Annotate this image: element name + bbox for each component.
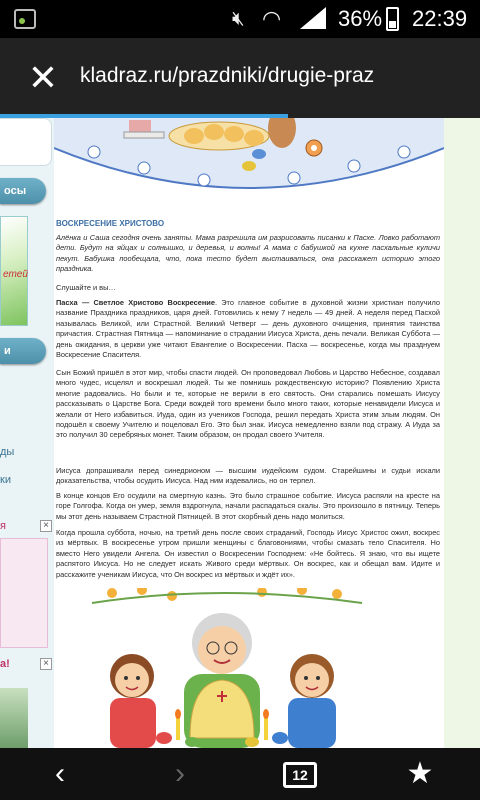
article-paragraph-1 [56, 298, 440, 362]
notification-icon [14, 9, 36, 29]
sidebar-image [0, 688, 28, 748]
bookmark-icon[interactable]: ★ [406, 757, 434, 790]
sidebar-badge: a! [0, 658, 10, 670]
article-paragraph-2: Сын Божий пришёл в этот мир, чтобы спасти людей. Он проповедовал Любовь и Царство Небесное, создавал много чудес, исцелял и воскрешал людей. Ты же помнишь рождественскую историю? Появлению Христа многие радовались. Но были и те, которые не верили в его святость. Они старались помешать Иисусу рассказывать о Царстве Бога. Среди вождей того времени было много таких, которые ненавидели Иисуса и желали от Него избавиться. Иуда, один из учеников Господа, решил передать Христа этим злым людям. Он подошёл к своему Учителю и поцеловал Его. Это был знак. Иисуса немедленно взяли под стражу. А Иуда за это получил 30 серебряных монет. Таким образом, он продал своего Учителя. [56, 368, 440, 440]
address-bar [0, 38, 480, 118]
left-sidebar [0, 118, 54, 748]
browser-nav-bar [0, 748, 480, 800]
clock: 22:39 [412, 6, 468, 31]
paragraph-1-body: . Это главное событие в духовной жизни христиан получило название Праздника праздников, царя дней. Готовились к нему 7 недель — 49 дней. А неделя перед Пасхой называлась Великой, или Страстной. Великий Четверг — день духовного очищения, принятия таинства причастия. Страстная Пятница — напоминание о страдании Иисуса Христа, день печали. Великая Суббота — день ожидания, в церкви уже читают Евангелие о Воскресении. Пасха — воскресенье, когда мы празднуем Воскресение Спасителя. [56, 298, 440, 360]
back-button[interactable]: ‹ [55, 757, 65, 790]
sidebar-card [0, 118, 52, 166]
right-gutter [444, 118, 480, 748]
section-title: ВОСКРЕСЕНИЕ ХРИСТОВО [56, 219, 165, 228]
close-icon[interactable]: × [40, 658, 52, 670]
battery-icon [386, 7, 399, 31]
sidebar-tab-2[interactable]: и [0, 338, 46, 364]
article-listen: Слушайте и вы… [56, 283, 116, 292]
mute-icon: 🔇︎ [232, 8, 245, 30]
tabs-icon: 12 [283, 762, 317, 788]
article-intro: Алёнка и Саша сегодня очень заняты. Мама разрешила им разрисовать писанки к Пасхе. Ловко работают дети. Будут на яйцах и солнышко, и деревья, и волны! А мама с бабушкой на кухне пасхальные куличи пекут. Бабушка пообещала, что, пока тесто будет выстаиваться, она расскажет историю этого праздника. [56, 233, 440, 274]
easter-table-illustration [54, 118, 444, 210]
wifi-icon: ◠ [262, 6, 282, 31]
forward-button[interactable]: › [175, 757, 185, 790]
sidebar-tab-1[interactable]: осы [0, 178, 46, 204]
sidebar-ad[interactable] [0, 538, 48, 648]
sidebar-link-2[interactable]: ки [0, 474, 11, 486]
paragraph-1-lead: Пасха — Светлое Христово Воскресение [56, 298, 215, 307]
web-page[interactable] [0, 118, 480, 748]
article-paragraph-4: В конце концов Его осудили на смертную казнь. Это было страшное событие. Иисуса распяли на кресте на горе Голгофа. Когда он умер, земля вздрогнула, начали распадаться скалы. Это произошло в пятницу. Теперь мы этот день называем Страстной Пятницей. В этот скорбный день надо молиться. [56, 491, 440, 521]
sidebar-pink-letter: я [0, 520, 6, 532]
status-bar [0, 0, 480, 38]
close-icon[interactable]: × [40, 520, 52, 532]
family-easter-illustration [72, 588, 372, 748]
promo-text: етей [3, 269, 28, 280]
article-content [54, 118, 444, 748]
close-icon[interactable]: ✕ [27, 57, 59, 98]
article-paragraph-5: Когда прошла суббота, ночью, на третий день после своих страданий, Господь Иисус Христос ожил, воскрес из мёртвых. В воскресенье утром пришли женщины с благовониями, чтобы смазать тело Спасителя. Но вместо Него увидели Ангела. Он известил о Воскресении Господнем: «Не бойтесь. Я знаю, что вы ищете распятого Иисуса. Но не следует искать Живого среди мёртвых. Он воскрес, как и обещал вам. Идите и расскажите ученикам Иисуса, что Он воскрес из мёртвых и ждёт их». [56, 528, 440, 579]
sidebar-promo-image[interactable] [0, 216, 28, 326]
tabs-button[interactable] [270, 754, 330, 794]
sidebar-link-1[interactable]: ды [0, 446, 15, 458]
signal-icon [300, 7, 326, 29]
url-field[interactable]: kladraz.ru/prazdniki/drugie-praz [80, 64, 375, 87]
article-paragraph-3: Иисуса допрашивали перед синедрионом — высшим иудейским судом. Старейшины и судьи искали доказательства, чтобы осудить Иисуса. Над ним издевались, но он терпел. [56, 466, 440, 486]
battery-percent: 36% [338, 6, 383, 31]
